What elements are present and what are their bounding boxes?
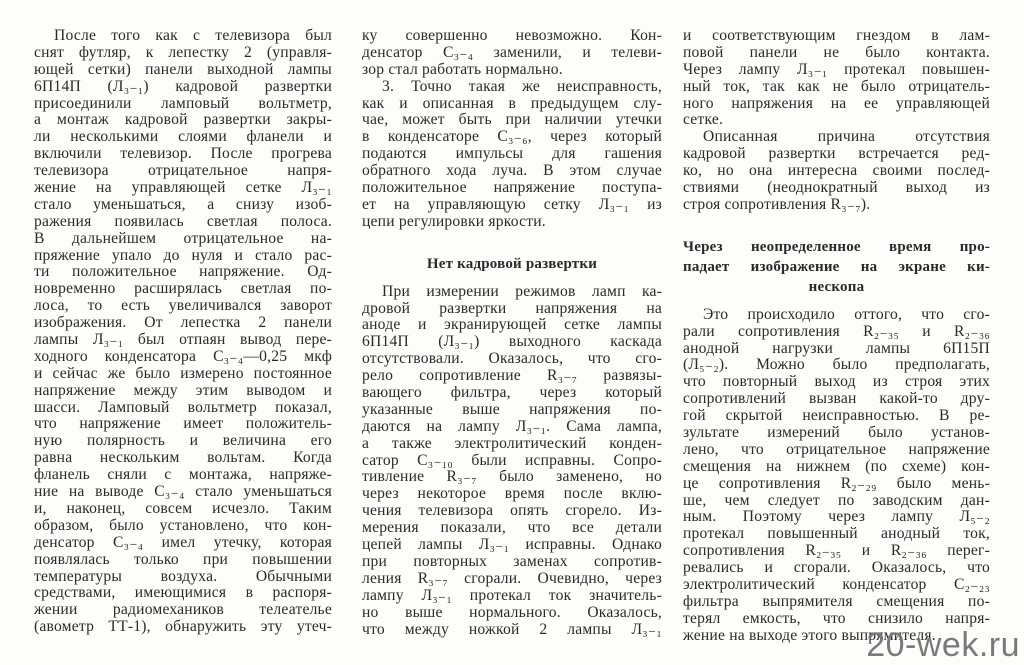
text-line: новременно расширялась светлая по-: [34, 280, 332, 298]
text-line: жение на выходе этого выпрямителя.: [683, 626, 936, 644]
text-line: ше, чем следует по заводским дан-: [683, 491, 990, 509]
heading-line: Через неопределенное время про-: [683, 238, 990, 255]
text-line: сопротивления R₂₋₃₅ и R₂₋₃₆ перег-: [683, 542, 990, 560]
text-line: и соответствующим гнездом в лам-: [683, 27, 990, 44]
text-line: ку совершенно невозможно. Кон-: [362, 27, 662, 44]
text-line: ную полярность и величина его: [34, 432, 332, 450]
text-line: терял емкость, что снизило напря-: [683, 609, 990, 627]
text-line: в конденсаторе С₃₋₆, через который: [362, 128, 662, 146]
paragraph: [683, 307, 990, 645]
text-line: гой скрытой неисправностью. В ре-: [683, 407, 990, 425]
text-line: це сопротивления R₂₋₂₉ было мень-: [683, 474, 990, 492]
text-line: лампу Л₃₋₁ протекал ток значитель-: [362, 586, 662, 604]
paragraph: [683, 28, 990, 129]
text-line: пряжение упало до нуля и стало рас-: [34, 246, 332, 264]
text-line: мерения показали, что все детали: [362, 519, 662, 537]
text-line: чае, может быть при наличии утечки: [362, 111, 662, 129]
text-line: электролитический конденсатор С₂₋₂₃: [683, 576, 990, 594]
text-line: шасси. Ламповый вольтметр показал,: [34, 398, 332, 416]
text-line: Описанная причина отсутствия: [703, 128, 990, 146]
heading-line: падает изображение на экране ки-: [683, 258, 990, 275]
text-line: зультате измерений было установ-: [683, 424, 990, 442]
text-line: как и описанная в предыдущем слу-: [362, 94, 662, 112]
text-line: присоединили ламповый вольтметр,: [34, 94, 332, 112]
text-line: зор стал работать нормально.: [362, 60, 563, 78]
text-line: ражения появилась светлая полоса.: [34, 212, 332, 230]
text-line: (Л₅₋₂). Можно было предполагать,: [683, 356, 990, 374]
text-line: цепи регулировки яркости.: [362, 212, 546, 230]
section-heading: [683, 237, 990, 297]
text-line: После того как с телевизора был: [54, 27, 332, 44]
text-line: Через лампу Л₃₋₁ протекал повышен-: [683, 60, 990, 78]
text-line: денсатор С₃₋₄ заменили, и телеви-: [362, 43, 662, 61]
text-line: ющей сетки) панели выходной лампы: [34, 60, 332, 78]
text-line: анодной нагрузки лампы 6П15П: [683, 339, 990, 357]
text-line: телевизора отрицательное напря-: [34, 162, 332, 180]
text-line: напряжение между этим выводом и: [34, 381, 332, 399]
text-line: изображения. От лепестка 2 панели: [34, 314, 332, 332]
text-line: вающего фильтра, через который: [362, 384, 662, 402]
text-line: аноде и экранирующей сетке лампы: [362, 316, 662, 334]
paragraph: [362, 79, 662, 231]
text-line: лампы Л₃₋₁ был отпаян вывод пере-: [34, 331, 332, 349]
paragraph: [683, 129, 990, 213]
text-line: стало уменьшаться, а снизу изоб-: [34, 195, 332, 213]
text-line: ного напряжения на ее управляющей: [683, 94, 990, 112]
text-line: положительное напряжение поступа-: [362, 179, 662, 197]
text-line: отсутствовали. Оказалось, что сго-: [362, 350, 662, 368]
text-line: образом, было установлено, что кон-: [34, 516, 332, 534]
text-line: ние на выводе С₃₋₄ стало уменьшаться: [34, 483, 332, 501]
text-line: чения телевизора опять сгорело. Из-: [362, 502, 662, 520]
text-line: ли несколькими слоями фланели и: [34, 128, 332, 146]
text-line: рали сопротивления R₂₋₃₅ и R₂₋₃₆: [683, 322, 990, 340]
text-line: строя сопротивления R₃₋₇).: [683, 195, 871, 213]
text-line: и сейчас же было измерено постоянное: [34, 364, 332, 382]
text-line: цепей лампы Л₃₋₁ исправны. Однако: [362, 536, 662, 554]
text-line: сатор С₃₋₁₀ были исправны. Сопро-: [362, 451, 662, 469]
text-line: ет на управляющую сетку Л₃₋₁ из: [362, 195, 662, 213]
text-line: рело сопротивление R₃₋₇ развязы-: [362, 367, 662, 385]
heading-line: нескопа: [808, 278, 865, 295]
text-line: ления R₃₋₇ сгорали. Очевидно, через: [362, 569, 662, 587]
text-line: повой панели не было контакта.: [683, 43, 990, 61]
text-line: 6П14П (Л₃₋₁) кадровой развертки: [34, 77, 332, 95]
text-line: ным. Поэтому через лампу Л₅₋₂: [683, 508, 990, 526]
text-line: В дальнейшем отрицательное на-: [34, 229, 332, 247]
text-line: При измерении режимов ламп ка-: [382, 282, 662, 300]
text-line: 6П14П (Л₃₋₁) выходного каскада: [362, 333, 662, 351]
text-line: ный ток, так как не было отрицатель-: [683, 77, 990, 95]
text-line: что повторный выход из строя этих: [683, 373, 990, 391]
text-line: что между ножкой 2 лампы Л₃₋₁: [362, 620, 662, 638]
text-line: 3. Точно такая же неисправность,: [382, 77, 662, 95]
text-line: (авометр ТТ-1), обнаружить эту утеч-: [34, 618, 332, 636]
paragraph: [34, 28, 332, 636]
text-line: тивление R₃₋₇ было заменено, но: [362, 468, 662, 486]
paragraph: [362, 28, 662, 79]
text-line: фильтра выпрямителя смещения по-: [683, 592, 990, 610]
text-line: при повторных заменах сопротив-: [362, 552, 662, 570]
text-line: ствиями (неоднократный выход из: [683, 179, 990, 197]
text-line: жение на управляющей сетке Л₃₋₁: [34, 179, 332, 197]
watermark: 20-wek.ru: [866, 626, 1020, 664]
text-line: указанные выше напряжения по-: [362, 400, 662, 418]
text-line: что напряжение имеет положитель-: [34, 415, 332, 433]
text-line: ти положительное напряжение. Од-: [34, 263, 332, 281]
text-line: температуры воздуха. Обычными: [34, 567, 332, 585]
text-line: жении радиомехаников телеателье: [34, 601, 332, 619]
text-line: кадровой развертки встречается ред-: [683, 145, 990, 163]
section-heading: [362, 254, 662, 274]
text-line: но выше нормального. Оказалось,: [362, 603, 662, 621]
text-line: ревались и сгорали. Оказалось, что: [683, 559, 990, 577]
text-line: включили телевизор. После прогрева: [34, 145, 332, 163]
text-line: появлялась только при повышении: [34, 550, 332, 568]
text-line: сопротивлений вызван какой-то дру-: [683, 390, 990, 408]
text-line: обратного хода луча. В этом случае: [362, 162, 662, 180]
text-line: фланель сняли с монтажа, напряже-: [34, 466, 332, 484]
text-line: денсатор С₃₋₄ имел утечку, которая: [34, 533, 332, 551]
text-line: равна нескольким вольтам. Когда: [34, 449, 332, 467]
paragraph: [362, 284, 662, 639]
text-line: ко, но она интересна своими послед-: [683, 162, 990, 180]
heading-line: Нет кадровой развертки: [426, 255, 598, 272]
text-line: и, наконец, совсем исчезло. Таким: [34, 499, 332, 517]
text-line: сетке.: [683, 111, 724, 129]
text-column-1: [34, 28, 332, 636]
text-line: лено, что отрицательное напряжение: [683, 440, 990, 458]
text-line: ходного конденсатора С₃₋₄—0,25 мкф: [34, 347, 332, 365]
text-line: смещения на нижнем (по схеме) кон-: [683, 457, 990, 475]
text-line: через некоторое время после вклю-: [362, 485, 662, 503]
text-line: снят футляр, к лепестку 2 (управля-: [34, 43, 332, 61]
text-line: а монтаж кадровой развертки закры-: [34, 111, 332, 129]
text-line: средствами, имеющимися в распоря-: [34, 584, 332, 602]
text-line: а также электролитический конден-: [362, 434, 662, 452]
text-line: Это происходило оттого, что сго-: [703, 305, 990, 323]
text-line: протекал повышенный анодный ток,: [683, 525, 990, 543]
text-line: подаются импульсы для гашения: [362, 145, 662, 163]
text-line: лоса, то есть увеличивался заворот: [34, 297, 332, 315]
text-column-2: [362, 28, 662, 638]
text-line: дровой развертки напряжения на: [362, 299, 662, 317]
text-column-3: [683, 28, 990, 645]
text-line: даются на лампу Л₃₋₁. Сама лампа,: [362, 417, 662, 435]
